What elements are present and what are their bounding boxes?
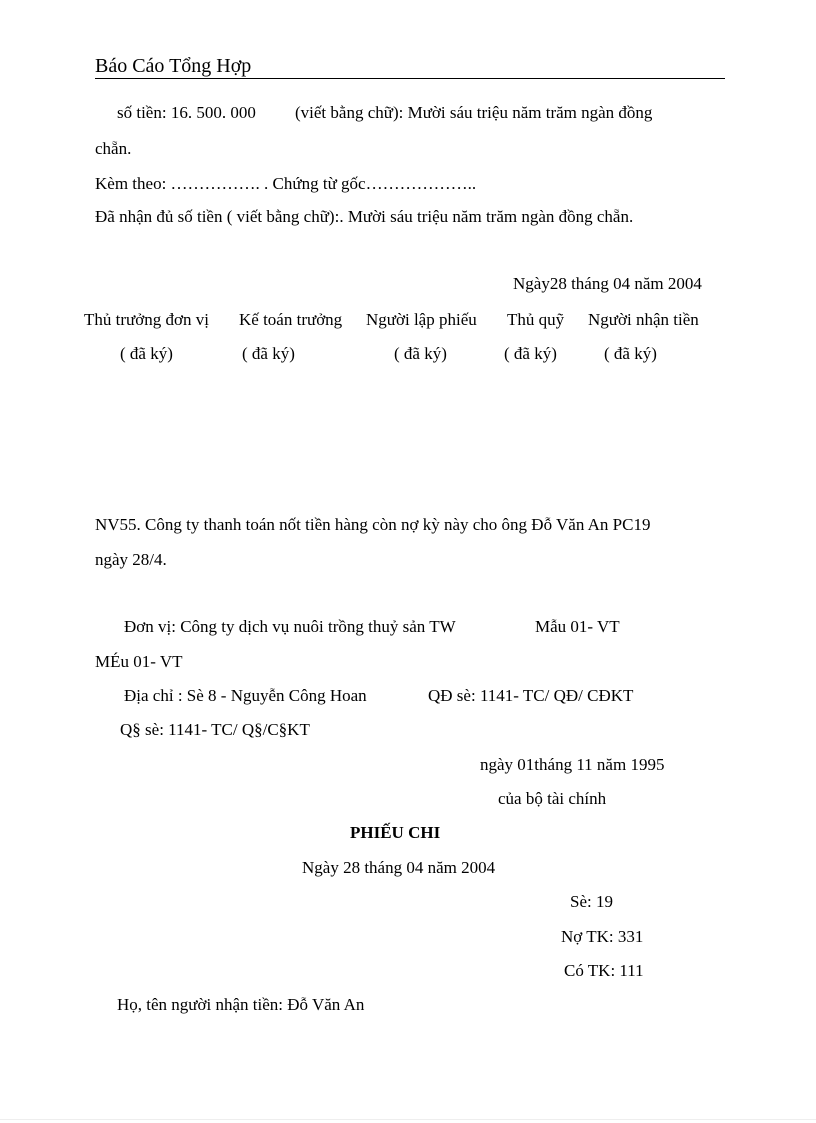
signature-status-treasurer: ( đã ký) (504, 344, 557, 363)
voucher-unit: Đơn vị: Công ty dịch vụ nuôi trồng thuỷ sản TW (124, 617, 456, 636)
attached-line: Kèm theo: ……………. . Chứng từ gốc……………….. (95, 174, 477, 193)
receipt-date: Ngày28 tháng 04 năm 2004 (513, 274, 702, 293)
voucher-address: Địa chỉ : Sè 8 - Nguyễn Công Hoan (124, 686, 367, 705)
page-header-title: Báo Cáo Tổng Hợp (95, 55, 252, 77)
voucher-recipient: Họ, tên người nhận tiền: Đỗ Văn An (117, 995, 365, 1014)
voucher-credit-account: Có TK: 111 (564, 961, 644, 980)
signature-status-head: ( đã ký) (120, 344, 173, 363)
voucher-date: Ngày 28 tháng 04 năm 2004 (302, 858, 496, 877)
voucher-ministry: của bộ tài chính (498, 789, 607, 808)
nv55-line2: ngày 28/4. (95, 550, 167, 569)
amount-words-cont: chẵn. (95, 139, 132, 158)
voucher-decision-date: ngày 01tháng 11 năm 1995 (480, 755, 665, 774)
signature-status-preparer: ( đã ký) (394, 344, 447, 363)
voucher-title: PHIẾU CHI (350, 823, 441, 842)
signature-role-chief-accountant: Kế toán trưởng (239, 310, 343, 329)
voucher-form: Mẫu 01- VT (535, 617, 620, 636)
header-rule (95, 78, 725, 79)
signature-status-recipient: ( đã ký) (604, 344, 657, 363)
voucher-debit-account: Nợ TK: 331 (561, 927, 644, 946)
voucher-number: Sè: 19 (570, 892, 613, 911)
voucher-form-alt: MÉu 01- VT (95, 652, 183, 671)
received-line: Đã nhận đủ số tiền ( viết bằng chữ):. Mười sáu triệu năm trăm ngàn đồng chẵn. (95, 207, 634, 226)
amount-line: số tiền: 16. 500. 000 (117, 103, 256, 122)
signature-role-treasurer: Thủ quỹ (507, 310, 565, 329)
signature-role-preparer: Người lập phiếu (366, 310, 477, 329)
signature-role-head: Thủ trưởng đơn vị (84, 310, 209, 329)
page-bottom-edge (0, 1119, 816, 1120)
signature-role-recipient: Người nhận tiền (588, 310, 699, 329)
nv55-line1: NV55. Công ty thanh toán nốt tiền hàng còn nợ kỳ này cho ông Đỗ Văn An PC19 (95, 515, 651, 534)
voucher-decision: QĐ sè: 1141- TC/ QĐ/ CĐKT (428, 686, 634, 705)
voucher-decision-alt: Q§ sè: 1141- TC/ Q§/C§KT (120, 720, 310, 739)
amount-words: (viết bằng chữ): Mười sáu triệu năm trăm ngàn đồng (295, 103, 653, 122)
signature-status-chief-accountant: ( đã ký) (242, 344, 295, 363)
